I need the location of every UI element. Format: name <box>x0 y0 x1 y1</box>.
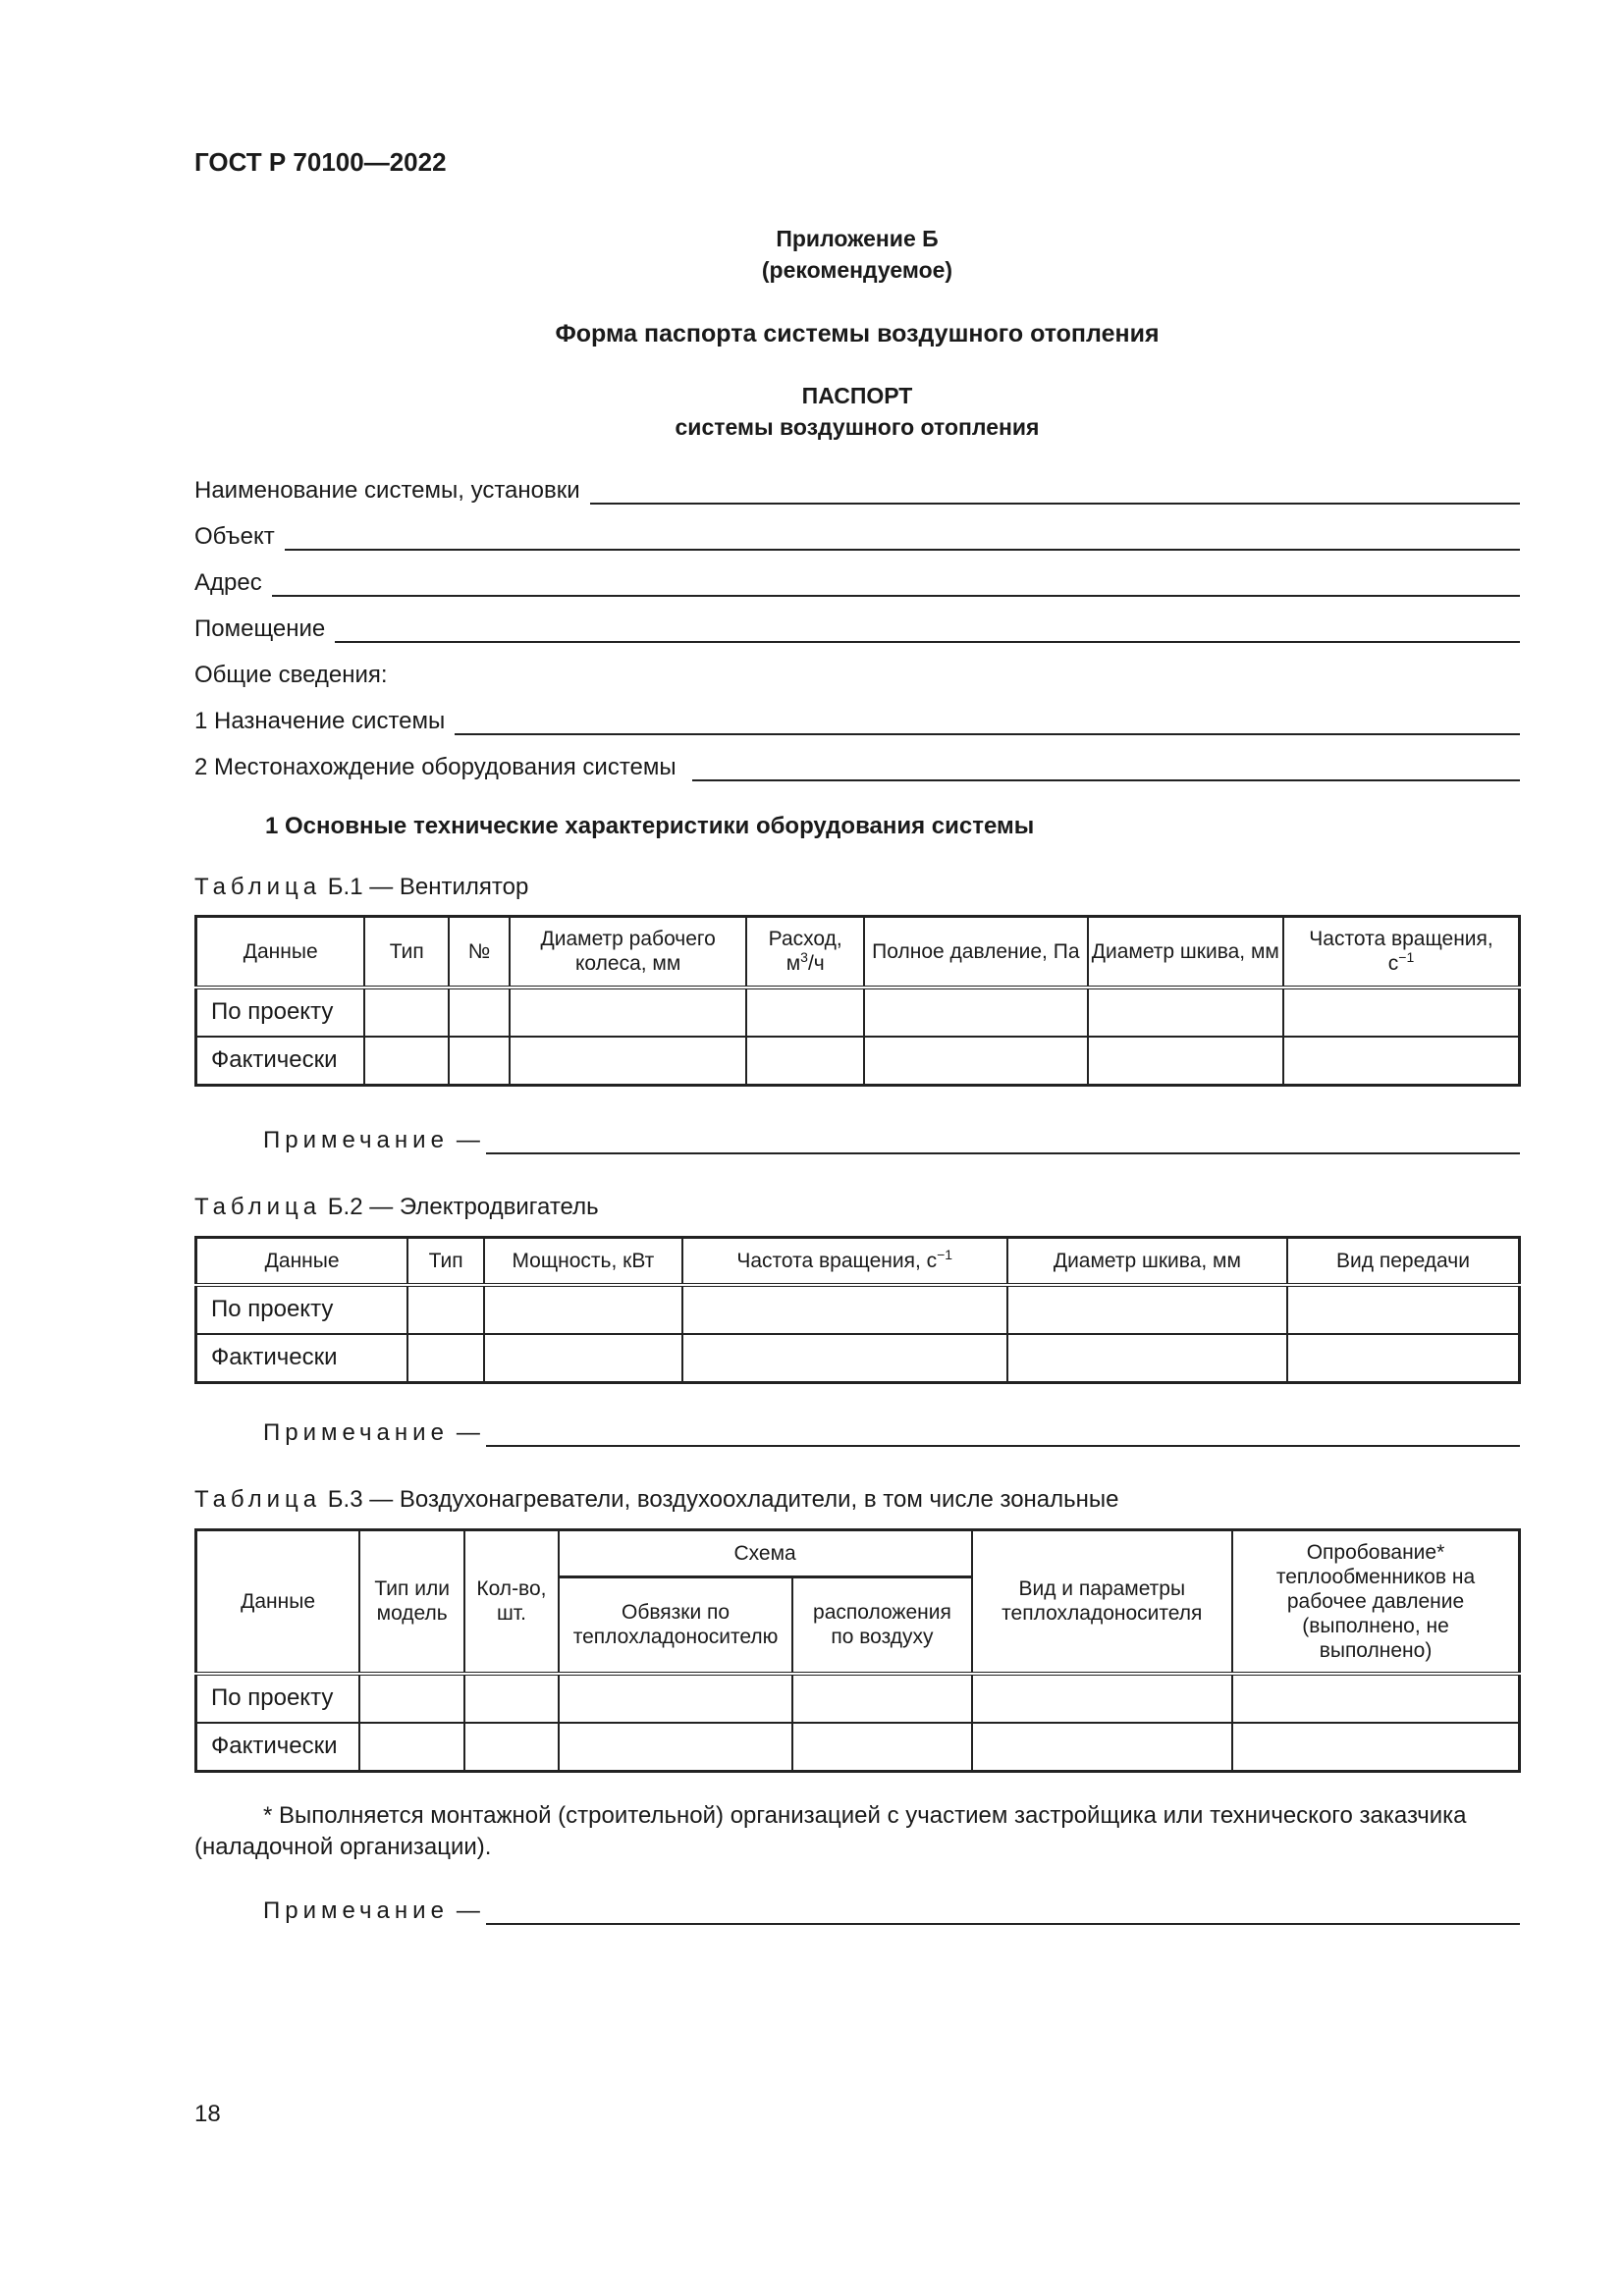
table-row <box>196 1037 1520 1086</box>
field-label: Объект <box>194 523 275 550</box>
cell[interactable] <box>559 1723 793 1772</box>
field-label: 2 Местонахождение оборудования системы <box>194 754 677 780</box>
row-label-design: По проекту <box>196 988 365 1037</box>
cell[interactable] <box>1007 1334 1287 1383</box>
table-b3 <box>194 1528 1521 1773</box>
header-data: Данные <box>196 1238 408 1285</box>
header-type: Тип <box>364 917 449 988</box>
cell[interactable] <box>1283 988 1519 1037</box>
cell[interactable] <box>364 1037 449 1086</box>
table-b1 <box>194 915 1521 1087</box>
field-label: Помещение <box>194 615 326 642</box>
cell[interactable] <box>407 1285 484 1334</box>
table-number: Б.3 — Воздухонагреватели, воздухоохладители, в том числе зональные <box>327 1486 1119 1513</box>
field-system-name <box>194 471 1520 505</box>
table-b2 <box>194 1236 1521 1384</box>
page-number: 18 <box>194 2101 221 2127</box>
table-row <box>196 1723 1520 1772</box>
cell[interactable] <box>1007 1285 1287 1334</box>
field-room <box>194 610 1520 643</box>
table-number: Б.1 — Вентилятор <box>327 874 529 900</box>
header-quantity: Кол-во, шт. <box>464 1530 559 1674</box>
table-b3-note <box>263 1892 1520 1925</box>
cell[interactable] <box>510 988 746 1037</box>
header-pulley-diameter: Диаметр шкива, мм <box>1088 917 1284 988</box>
row-label-actual: Фактически <box>196 1723 360 1772</box>
passport-subtitle: системы воздушного отопления <box>675 414 1040 440</box>
table-word: Таблица <box>194 874 322 900</box>
cell[interactable] <box>1287 1334 1520 1383</box>
header-transmission: Вид передачи <box>1287 1238 1520 1285</box>
cell[interactable] <box>449 1037 510 1086</box>
cell[interactable] <box>484 1285 682 1334</box>
cell[interactable] <box>1232 1723 1519 1772</box>
cell[interactable] <box>1088 988 1284 1037</box>
passport-title: ПАСПОРТ <box>801 383 913 408</box>
cell[interactable] <box>792 1674 971 1723</box>
field-label: Адрес <box>194 569 262 596</box>
footnote: * Выполняется монтажной (строительной) организацией с участием застройщика или технического заказчика (наладочной организации). <box>194 1802 1467 1860</box>
cell[interactable] <box>464 1674 559 1723</box>
note-dash: — <box>456 1897 480 1924</box>
header-type-model: Тип или модель <box>359 1530 464 1674</box>
cell[interactable] <box>510 1037 746 1086</box>
cell[interactable] <box>972 1674 1233 1723</box>
header-pressure: Полное давление, Па <box>864 917 1087 988</box>
table-b2-note <box>263 1414 1520 1447</box>
header-power: Мощность, кВт <box>484 1238 682 1285</box>
fill-line[interactable] <box>272 571 1520 597</box>
fill-line[interactable] <box>335 617 1520 643</box>
field-label: Общие сведения: <box>194 662 388 688</box>
fill-line[interactable] <box>486 1129 1520 1154</box>
cell[interactable] <box>1232 1674 1519 1723</box>
fill-line[interactable] <box>590 479 1520 505</box>
cell[interactable] <box>1088 1037 1284 1086</box>
row-label-design: По проекту <box>196 1285 408 1334</box>
cell[interactable] <box>1287 1285 1520 1334</box>
appendix-title: Приложение Б <box>776 226 939 251</box>
table-row <box>196 1334 1520 1383</box>
header-scheme-carrier: Обвязки по теплохладоносителю <box>559 1577 793 1674</box>
appendix-status: (рекомендуемое) <box>761 257 953 283</box>
header-type: Тип <box>407 1238 484 1285</box>
row-label-actual: Фактически <box>196 1037 365 1086</box>
note-dash: — <box>456 1127 480 1153</box>
cell[interactable] <box>464 1723 559 1772</box>
field-general <box>194 656 1520 689</box>
field-purpose <box>194 702 1520 735</box>
cell[interactable] <box>364 988 449 1037</box>
header-scheme-air: расположения по воздуху <box>792 1577 971 1674</box>
fill-line[interactable] <box>692 756 1520 781</box>
cell[interactable] <box>746 1037 864 1086</box>
cell[interactable] <box>746 988 864 1037</box>
fill-line[interactable] <box>455 710 1520 735</box>
header-data: Данные <box>196 917 365 988</box>
cell[interactable] <box>559 1674 793 1723</box>
cell[interactable] <box>792 1723 971 1772</box>
header-flow <box>746 917 864 988</box>
fill-line[interactable] <box>285 525 1520 551</box>
flow-unit-base: м <box>785 952 801 976</box>
table-b1-note <box>263 1121 1520 1154</box>
field-address <box>194 563 1520 597</box>
header-pulley-diameter: Диаметр шкива, мм <box>1007 1238 1287 1285</box>
cell[interactable] <box>359 1674 464 1723</box>
header-wheel-diameter: Диаметр рабочего колеса, мм <box>510 917 746 988</box>
cell[interactable] <box>1283 1037 1519 1086</box>
field-label: Наименование системы, установки <box>194 477 580 504</box>
table-row <box>196 1285 1520 1334</box>
note-label: Примечание <box>263 1419 449 1446</box>
flow-unit-tail: /ч <box>807 952 825 976</box>
flow-unit-exp: 3 <box>800 949 808 966</box>
table-b3-caption <box>194 1486 1119 1514</box>
header-pressure-test: Опробование* теплообменников на рабочее давление (выполнено, не выполнено) <box>1232 1530 1519 1674</box>
header-data: Данные <box>196 1530 360 1674</box>
cell[interactable] <box>864 988 1087 1037</box>
flow-label: Расход, <box>768 928 842 951</box>
table-row <box>196 988 1520 1037</box>
table-b2-caption <box>194 1194 599 1221</box>
table-word: Таблица <box>194 1194 322 1220</box>
cell[interactable] <box>682 1334 1007 1383</box>
cell[interactable] <box>449 988 510 1037</box>
table-row <box>196 1674 1520 1723</box>
cell[interactable] <box>972 1723 1233 1772</box>
cell[interactable] <box>682 1285 1007 1334</box>
fill-line[interactable] <box>486 1421 1520 1447</box>
rpm-unit-exp: −1 <box>1398 949 1415 966</box>
note-label: Примечание <box>263 1127 449 1153</box>
header-carrier-params: Вид и параметры теплохладоносителя <box>972 1530 1233 1674</box>
cell[interactable] <box>484 1334 682 1383</box>
table-number: Б.2 — Электродвигатель <box>327 1194 599 1220</box>
rpm-label: Частота вращения, с <box>736 1249 938 1272</box>
cell[interactable] <box>407 1334 484 1383</box>
header-number: № <box>449 917 510 988</box>
section-heading: 1 Основные технические характеристики оборудования системы <box>265 813 1035 839</box>
header-scheme: Схема <box>559 1530 972 1577</box>
note-label: Примечание <box>263 1897 449 1924</box>
form-title: Форма паспорта системы воздушного отопления <box>555 320 1160 347</box>
header-rpm <box>682 1238 1007 1285</box>
note-dash: — <box>456 1419 480 1446</box>
row-label-actual: Фактически <box>196 1334 408 1383</box>
fill-line[interactable] <box>486 1899 1520 1925</box>
field-object <box>194 517 1520 551</box>
document-code: ГОСТ Р 70100—2022 <box>194 147 447 177</box>
header-rpm <box>1283 917 1519 988</box>
field-location <box>194 748 1520 781</box>
cell[interactable] <box>864 1037 1087 1086</box>
rpm-label: Частота вращения, <box>1309 928 1493 951</box>
table-word: Таблица <box>194 1486 322 1513</box>
table-b1-caption <box>194 874 528 901</box>
row-label-design: По проекту <box>196 1674 360 1723</box>
cell[interactable] <box>359 1723 464 1772</box>
rpm-unit-base: с <box>1387 952 1399 976</box>
field-label: 1 Назначение системы <box>194 708 446 734</box>
rpm-unit-exp: −1 <box>937 1246 953 1262</box>
